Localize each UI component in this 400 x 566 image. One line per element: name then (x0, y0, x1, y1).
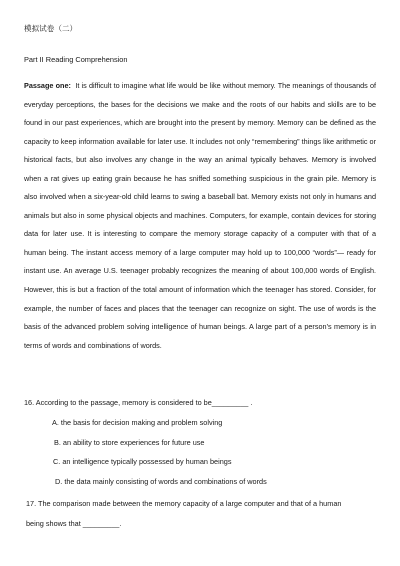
question-16-option-d: D. the data mainly consisting of words and combinations of words (55, 477, 267, 486)
question-16-stem: 16. According to the passage, memory is considered to be_________ . (24, 398, 253, 407)
passage-label: Passage one: (24, 81, 71, 90)
question-16-option-b: B. an ability to store experiences for future use (54, 438, 205, 447)
section-heading: Part II Reading Comprehension (24, 55, 128, 64)
exam-title: 模拟试卷（二） (24, 24, 78, 33)
question-16-option-c: C. an intelligence typically possessed by human beings (53, 457, 232, 466)
passage-text: It is difficult to imagine what life would be like without memory. The meanings of thousands of everyday perceptions, the bases for the decisions we make and the roots of our habits and skills are to be found in our past experiences, which are brought into the present by memory. Memory can be defined as the capacity to keep information available for later use. It includes not only “remembering” things like arithmetic or historical facts, but also involves any change in the way an animal typically behaves. Memory is involved when a rat gives up eating grain because he has sniffed something suspicious in the grain pile. Memory is also involved when a six-year-old child learns to swing a baseball bat. Memory exists not only in humans and animals but also in some physical objects and machines. Computers, for example, contain devices for storing data for later use. It is interesting to compare the memory storage capacity of a computer with that of a human being. The instant access memory of a large computer may hold up to 100,000 “words”— ready for instant use. An average U.S. teenager probably recognizes the meaning of about 100,000 words of English. However, this is but a fraction of the total amount of information which the teenager has stored. Consider, for example, the number of faces and places that the teenager can recognize on sight. The use of words is the basis of the advanced problem solving intelligence of human beings. A large part of a person’s memory is in terms of words and combinations of words. (24, 81, 377, 350)
question-17-stem: 17. The comparison made between the memory capacity of a large computer and that of a human being shows that _________. (26, 499, 342, 528)
reading-passage (24, 77, 376, 355)
question-16-option-a: A. the basis for decision making and problem solving (52, 418, 223, 427)
